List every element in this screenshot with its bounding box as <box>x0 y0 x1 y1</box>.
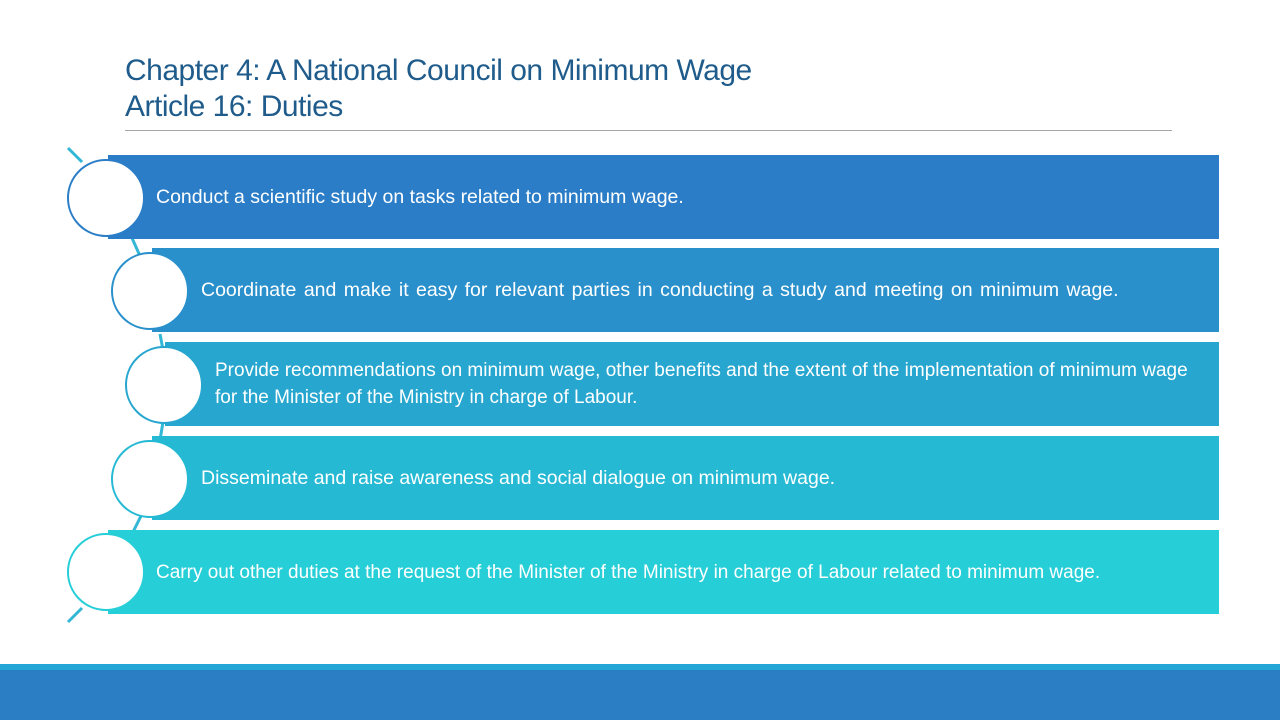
bullet-circle-4 <box>111 440 189 518</box>
slide-title-line-1: Chapter 4: A National Council on Minimum Wage <box>125 54 752 87</box>
slide-title-line-2: Article 16: Duties <box>125 90 343 123</box>
duty-bar-4 <box>152 436 1219 520</box>
title-divider <box>125 130 1172 131</box>
footer-band <box>0 670 1280 720</box>
bullet-circle-1 <box>67 159 145 237</box>
bullet-circle-5 <box>67 533 145 611</box>
duty-bar-1 <box>108 155 1219 239</box>
bullet-circle-2 <box>111 252 189 330</box>
duty-text-2: Coordinate and make it easy for relevant parties in conducting a study and meeting on minimum wage. <box>201 278 1119 301</box>
duty-bar-3 <box>165 342 1219 426</box>
duty-text-3: Provide recommendations on minimum wage, other benefits and the extent of the implementation of minimum wage for the Minister of the Ministry in charge of Labour. <box>215 360 1188 408</box>
duty-bar-5 <box>108 530 1219 614</box>
slide-title <box>125 53 752 125</box>
duty-text-5: Carry out other duties at the request of the Minister of the Ministry in charge of Labour related to minimum wage. <box>156 561 1101 583</box>
duty-bar-2 <box>152 248 1219 332</box>
bullet-circle-3 <box>125 346 203 424</box>
duty-text-4: Disseminate and raise awareness and social dialogue on minimum wage. <box>201 466 836 489</box>
duty-text-1: Conduct a scientific study on tasks related to minimum wage. <box>156 185 684 208</box>
